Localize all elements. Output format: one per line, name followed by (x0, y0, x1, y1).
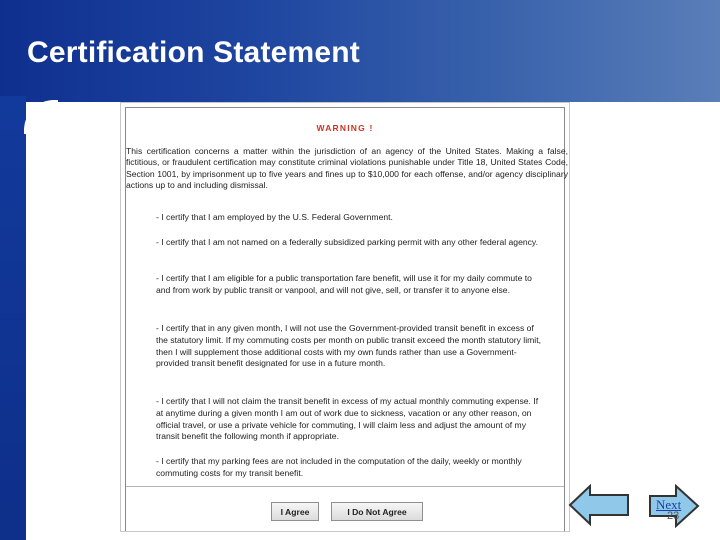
certification-screenshot (120, 102, 570, 532)
warning-paragraph: This certification concerns a matter within the jurisdiction of an agency of the United States. Making a false, fictitious, or fraudulent certification may constitute criminal violations punishable under Title 18, United States Code, Section 1001, by imprisonment up to five years and fines up to $10,000 for each offense, and/or agency disciplinary actions up to and including dismissal. (126, 146, 568, 191)
button-divider (126, 486, 564, 487)
certify-statement: - I certify that I am eligible for a public transportation fare benefit, will use it for my daily commute to and from work by public transit or vanpool, and will not give, sell, or transfer it to anyone else. (156, 273, 532, 295)
left-accent-bar (0, 96, 26, 540)
left-arrow-icon[interactable] (568, 484, 630, 526)
slide-number: 23 (667, 510, 680, 522)
agree-button[interactable]: I Agree (271, 502, 319, 521)
warning-heading: WARNING ! (316, 123, 374, 133)
certify-statement: - I certify that my parking fees are not included in the computation of the daily, weekly or monthly commuting costs for my transit benefit. (156, 456, 522, 478)
next-link[interactable]: Next (656, 497, 682, 512)
certify-statement: - I certify that I will not claim the transit benefit in excess of my actual monthly commuting expense. If at anytime during a given month I am out of work due to sickness, vacation or any other reason, on official travel, or use a private vehicle for commuting, I will claim less and adjust the amount of my transit benefit the following month if appropriate. (156, 396, 539, 442)
certify-statement: - I certify that I am not named on a federally subsidized parking permit with any other federal agency. (156, 237, 538, 247)
certify-statement: - I certify that in any given month, I will not use the Government-provided transit benefit in excess of the statutory limit. If my commuting costs per month on public transit exceed the month statutory limit, then I will supplement those additional costs with my own funds rather than use a Government-provided transit benefit designated for use in a future month. (156, 323, 541, 369)
certify-statement: - I certify that I am employed by the U.S. Federal Government. (156, 212, 393, 222)
content-corner (24, 100, 58, 134)
certification-dialog (125, 107, 568, 531)
do-not-agree-button[interactable]: I Do Not Agree (331, 502, 423, 521)
slide-title: Certification Statement (27, 36, 360, 69)
